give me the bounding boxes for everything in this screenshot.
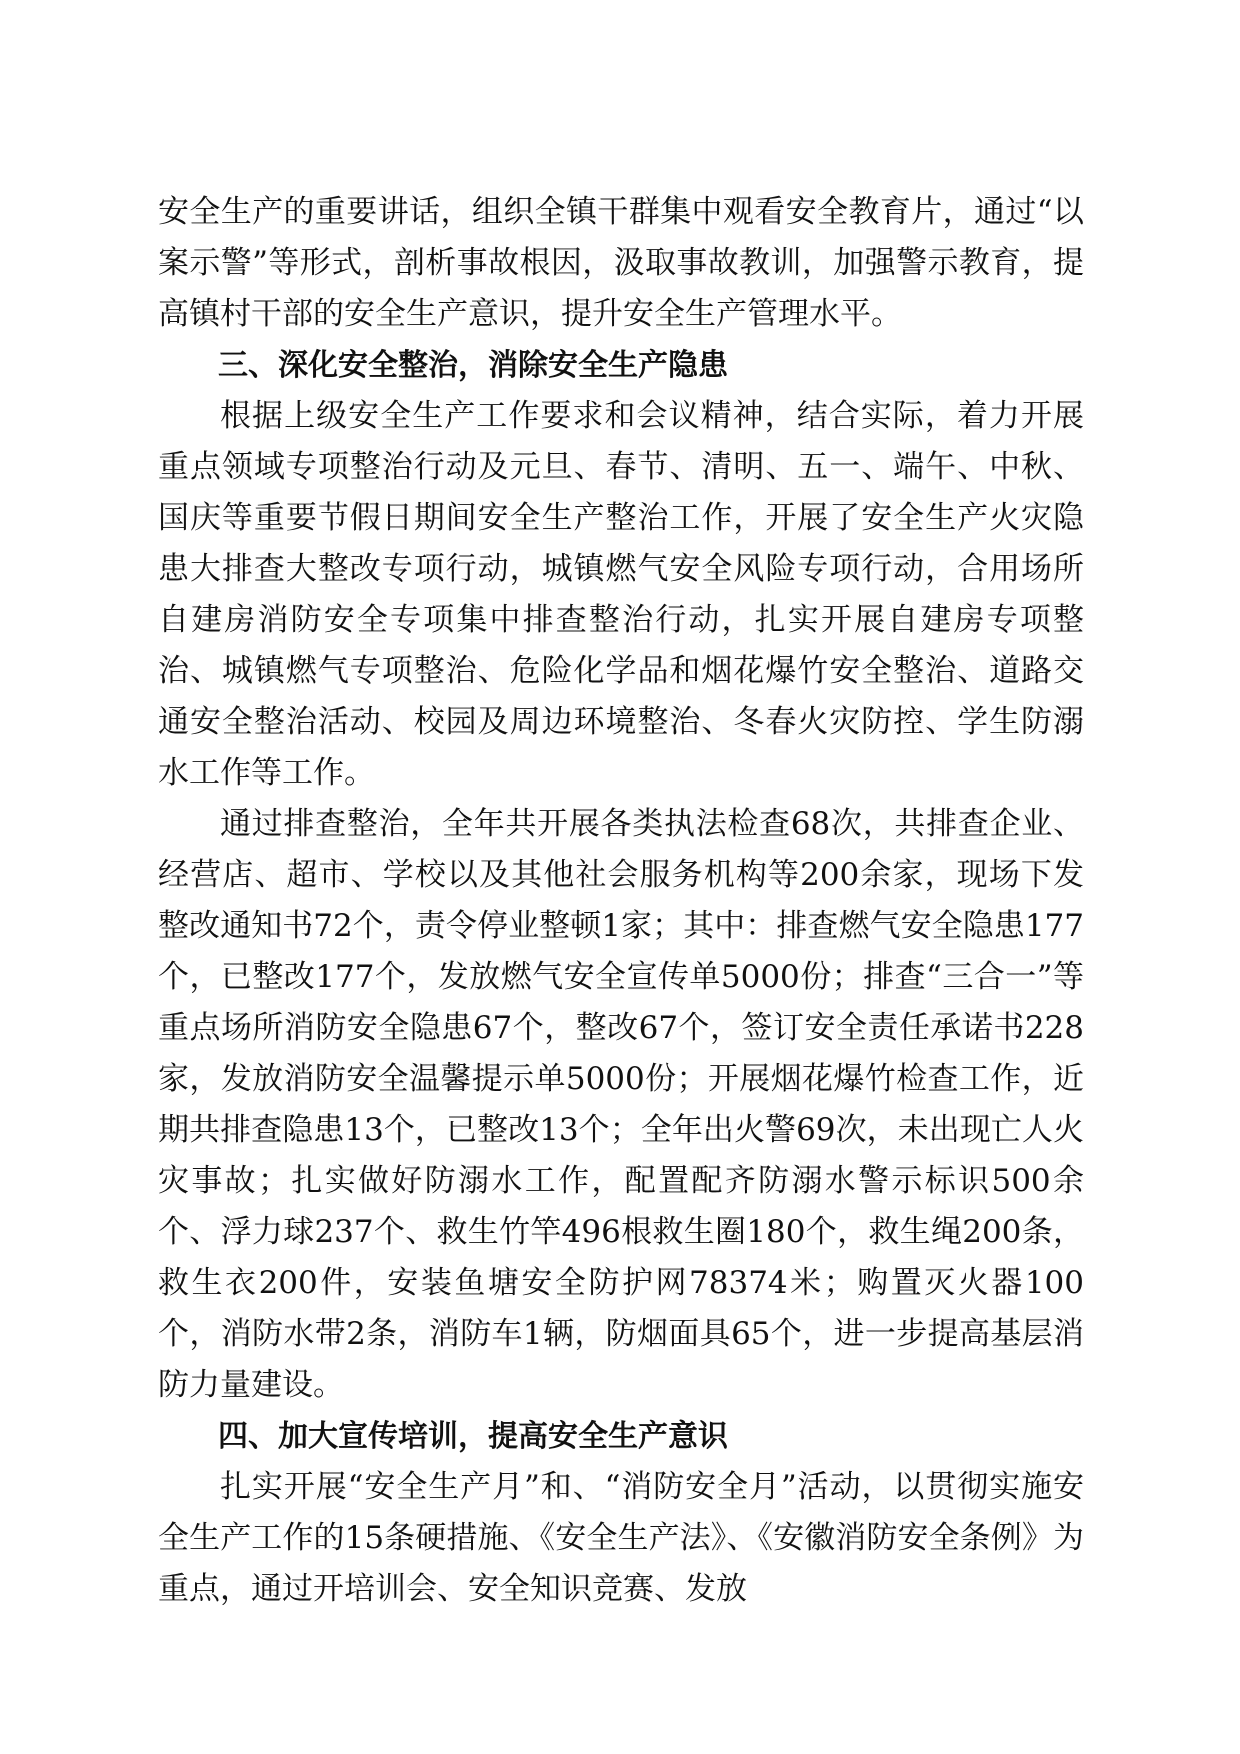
section-heading-3: 三、深化安全整治，消除安全生产隐患 [218, 348, 728, 383]
paragraph-continuation: 安全生产的重要讲话，组织全镇干群集中观看安全教育片，通过“以案示警”等形式，剖析事故根因，汲取事故教训，加强警示教育，提高镇村干部的安全生产意识，提升安全生产管理水平。 [158, 194, 1084, 332]
paragraph-publicity-training: 扎实开展“安全生产月”和、“消防安全月”活动，以贯彻实施安全生产工作的15条硬措施、《安全生产法》、《安徽消防安全条例》为重点，通过开培训会、安全知识竞赛、发放 [158, 1469, 1084, 1607]
paragraph-rectification-actions: 根据上级安全生产工作要求和会议精神，结合实际，着力开展重点领域专项整治行动及元旦、春节、清明、五一、端午、中秋、国庆等重要节假日期间安全生产整治工作，开展了安全生产火灾隐患大排查大整改专项行动，城镇燃气安全风险专项行动，合用场所自建房消防安全专项集中排查整治行动，扎实开展自建房专项整治、城镇燃气专项整治、危险化学品和烟花爆竹安全整治、道路交通安全整治活动、校园及周边环境整治、冬春火灾防控、学生防溺水工作等工作。 [158, 398, 1084, 791]
paragraph-inspection-results: 通过排查整治，全年共开展各类执法检查68次，共排查企业、经营店、超市、学校以及其他社会服务机构等200余家，现场下发整改通知书72个，责令停业整顿1家；其中：排查燃气安全隐患177个，已整改177个，发放燃气安全宣传单5000份；排查“三合一”等重点场所消防安全隐患67个，整改67个，签订安全责任承诺书228家，发放消防安全温馨提示单5000份；开展烟花爆竹检查工作，近期共排查隐患13个，已整改13个；全年出火警69次，未出现亡人火灾事故；扎实做好防溺水工作，配置配齐防溺水警示标识500余个、浮力球237个、救生竹竿496根救生圈180个，救生绳200条，救生衣200件，安装鱼塘安全防护网78374米；购置灭火器100个，消防水带2条，消防车1辆，防烟面具65个，进一步提高基层消防力量建设。 [158, 806, 1084, 1403]
section-heading-4: 四、加大宣传培训，提高安全生产意识 [218, 1419, 728, 1454]
document-body [158, 187, 1084, 1615]
